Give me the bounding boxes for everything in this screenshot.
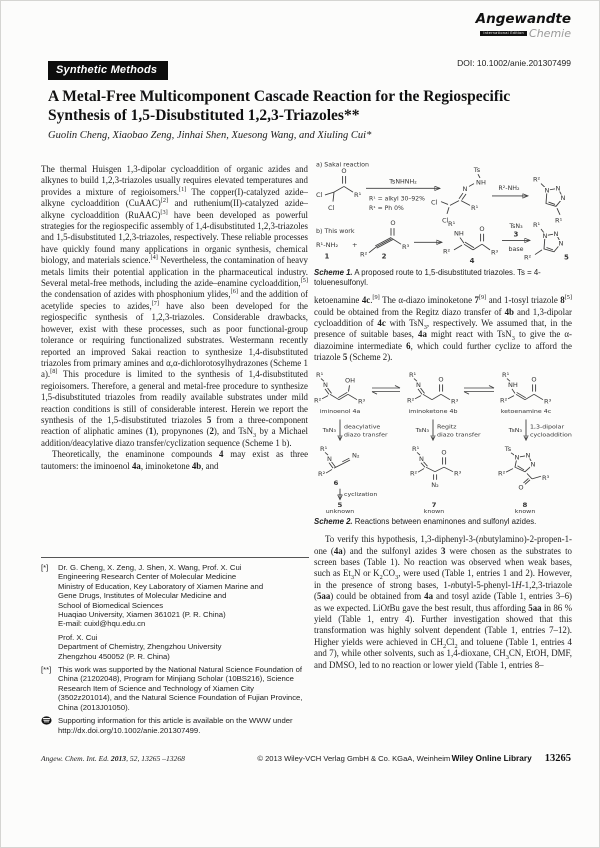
svg-text:R²: R² [533,175,541,184]
svg-text:cycloaddition: cycloaddition [530,431,572,439]
body-paragraph-2: Theoretically, the enaminone compounds 4 may exist as three tautomers: the iminoenol 4a, iminoketone 4b, and [41,449,308,471]
body-paragraph-3: ketoenamine 4c.[9] The α-diazo iminoketone 7[9] and 1-tosyl triazole 8[5] could be obtained from the Regitz diazo transfer of 4b and 1,3-dipolar cycloaddition of 4c with TsN$_3$, respectively. We assumed that, in the presence of suitable bases, 4a might react with TsN$_3$ to give the α-diazoimine intermediate 6, which could further cyclize to afford the triazole 5 (Scheme 2). [314,294,572,363]
footnote-supporting-info-text: Supporting information for this article is available on the WWW under http://dx.doi.org/10.1002/anie.201307499. [58,716,293,735]
svg-text:N: N [553,230,559,239]
footnote-affiliation-2-text: Prof. X. Cui Department of Chemistry, Zhengzhou University Zhengzhou 450052 (P. R. China) [58,632,222,661]
svg-text:TsN₃: TsN₃ [509,223,523,231]
footer-page-number: 13265 [544,753,571,764]
svg-text:O: O [531,376,537,384]
right-column [314,159,572,751]
svg-text:R²: R² [360,250,368,259]
svg-text:NH: NH [454,229,464,238]
svg-text:6: 6 [333,479,339,487]
svg-text:R¹: R¹ [316,372,324,379]
svg-text:R¹-NH₂: R¹-NH₂ [316,241,339,249]
svg-text:R¹: R¹ [448,220,456,229]
section-badge: Synthetic Methods [48,61,168,80]
svg-text:R²: R² [318,471,326,478]
logo-international-edition-text: International Edition [480,31,527,37]
svg-text:N: N [544,186,550,195]
svg-text:+: + [352,241,358,249]
svg-text:1: 1 [324,252,330,261]
svg-text:8: 8 [522,500,528,509]
svg-text:R²: R² [524,253,532,262]
svg-text:Cl: Cl [328,204,335,213]
svg-text:R¹: R¹ [320,445,328,453]
svg-text:O: O [518,484,524,492]
svg-text:N: N [525,452,531,460]
scheme-1-caption: Scheme 1. A proposed route to 1,5-disubstituted triazoles. Ts = 4-toluenesulfonyl. [314,268,541,287]
footnote-acknowledgement-text: This work was supported by the National Natural Science Foundation of China (21202048), Program for Minjiang Scholar (10BS216), Science Research Item of Science and Technology of Xiamen City (3502z201014), and the Natural Science Foundation of Fujian Province, China (2013J01050). [58,665,303,712]
footer-citation: Angew. Chem. Int. Ed. 2013, 52, 13265 –13268 [41,754,185,763]
article-title: A Metal-Free Multicomponent Cascade Reaction for the Regiospecific Synthesis of 1,5-Disubstituted 1,2,3-Triazoles** [48,88,511,124]
footnotes-block [41,557,309,739]
footnote-marker-starstar: [**] [41,665,52,675]
scheme-2-caption: Scheme 2. Reactions between enaminones and sulfonyl azides. [314,516,537,526]
scheme1-part-a-label: a) Sakai reaction [316,161,369,169]
svg-text:N: N [323,381,328,389]
svg-text:5: 5 [337,500,343,509]
logo-chemie-text: Chemie [529,26,571,40]
logo-angewandte-text: Angewandte [475,11,571,27]
journal-logo [476,13,571,39]
svg-text:7: 7 [431,500,437,509]
svg-text:unknown: unknown [325,507,355,514]
svg-text:5: 5 [564,253,569,262]
svg-text:R¹: R¹ [354,191,362,199]
footnote-supporting-info [41,716,309,735]
footnote-acknowledgement [41,665,309,712]
svg-text:R¹: R¹ [502,372,510,379]
footnote-affiliation-1 [41,563,309,629]
svg-text:Cl: Cl [316,191,323,199]
svg-text:N: N [560,194,566,203]
svg-text:R¹ = Ph 0%: R¹ = Ph 0% [369,205,404,213]
footnote-affiliation-1-text: Dr. G. Cheng, X. Zeng, J. Shen, X. Wang, Prof. X. Cui Engineering Research Center of Molecular Medicine Ministry of Education, Key Laboratory of Xiamen Marine and Gene Drugs, Institutes of Molecular Medicine and School of Biomedical Sciences Huaqiao University, Xiamen 361021 (P. R. China) E-mail: cuixl@hqu.edu.cn [58,563,264,629]
footnote-marker-star: [*] [41,563,49,572]
svg-text:Cl: Cl [442,216,449,225]
svg-text:N: N [530,461,536,469]
svg-text:3: 3 [513,230,519,239]
doi-text: DOI: 10.1002/anie.201307499 [457,58,571,68]
svg-text:R³: R³ [454,470,462,477]
article-authors: Guolin Cheng, Xiaobao Zeng, Jinhai Shen, Xuesong Wang, and Xiuling Cui* [48,130,372,141]
svg-text:R¹: R¹ [555,216,563,225]
left-column [41,164,308,556]
svg-text:N: N [416,381,421,389]
svg-text:O: O [341,167,347,176]
svg-text:R²: R² [410,470,418,477]
svg-text:diazo transfer: diazo transfer [344,431,388,439]
svg-text:N₂: N₂ [352,452,360,459]
svg-text:OH: OH [345,377,356,385]
svg-text:base: base [508,245,524,253]
svg-text:1,3-dipolar: 1,3-dipolar [530,423,565,431]
svg-text:Regitz: Regitz [437,423,457,431]
svg-text:O: O [438,376,444,384]
scheme-1-figure [314,159,572,265]
svg-text:known: known [423,507,445,514]
svg-text:R¹: R¹ [409,372,417,379]
svg-text:O: O [479,225,485,233]
svg-text:deacylative: deacylative [344,423,381,431]
svg-text:R³: R³ [491,248,499,257]
svg-text:O: O [390,219,396,228]
svg-text:NH: NH [476,178,486,187]
scheme2-name-4c: ketoenamine 4c [500,408,552,415]
svg-text:N: N [327,455,332,463]
page-footer [41,753,571,764]
scheme2-name-4b: iminoketone 4b [408,408,458,415]
svg-text:R²: R² [500,397,508,404]
svg-text:R¹: R¹ [471,204,479,213]
svg-text:2: 2 [381,252,387,261]
svg-text:TsN₃: TsN₃ [508,426,522,434]
scheme-2-figure [314,370,572,514]
svg-text:R²: R² [498,470,506,477]
svg-text:TsN₃: TsN₃ [322,426,336,434]
scheme2-name-4a: iminoenol 4a [319,408,361,415]
svg-text:N: N [542,232,548,240]
svg-text:R¹ = alkyl 30–92%: R¹ = alkyl 30–92% [369,195,425,203]
svg-text:R¹: R¹ [533,221,541,230]
svg-text:R³: R³ [544,398,552,405]
svg-text:R²: R² [407,397,415,404]
footnote-affiliation-2 [41,633,309,661]
svg-text:R³: R³ [358,398,366,405]
svg-text:Ts: Ts [473,166,481,175]
footer-copyright: © 2013 Wiley-VCH Verlag GmbH & Co. KGaA, Weinheim [257,754,451,763]
svg-text:4: 4 [469,257,475,265]
svg-text:Cl: Cl [431,198,438,207]
body-paragraph-1: The thermal Huisgen 1,3-dipolar cycloaddition of organic azides and alkynes to build 1,2,3-triazoles usually requires elevated temperatures and provides a mixture of regioisomers.[1] The copper(I)-catalyzed azide–alkyne cycloaddition (CuAAC)[2] and ruthenium(II)-catalyzed azide–alkyne cycloaddition (RuAAC)[3] have been developed as powerful strategies for the regiospecific assembly of 1,4-disubstituted 1,2,3-triazoles and 1,5-disubstituted 1,2,3-triazoles, respectively. These reliable processes have quickly found many applications in organic synthesis, chemical biology, and materials science.[4] Nevertheless, the contamination of heavy metals limits their potential application in the pharmaceutical industry. Several metal-free methods, including the azide–enamine cycloaddition,[5] the condensation of azides with phosphonium ylides,[6] and the addition of acetylide species to azides,[7] have also been developed for the regiospecific synthesis of 1,2,3-triazoles. Considerable drawbacks, however, exist with these processes, such as poor functional-group tolerance or requiring functionalized substrates. Westermann recently reported an improved Sakai reaction to synthesize 1,4-disubstituted triazoles from primary amines and α,α-dichlorotosylhydrazones (Scheme 1 a).[8] This procedure is limited to the synthesis of 1,4-disubstituted regioisomers. Therefore, a general and metal-free procedure to synthesize 1,5-disubstituted triazoles from readily available substrates under mild reaction conditions is still of considerable interest. Herein we report the synthesis of the 1,5-disubstituted triazoles 5 from a three-component reaction of aliphatic amines (1), propynones (2), and TsN$_3$ by a Michael addition/deacylative diazo transfer/cyclization sequence (Scheme 1 b). [41,164,308,448]
scheme1-part-b-label: b) This work [316,227,355,235]
svg-text:N₂: N₂ [431,481,439,489]
supporting-info-icon [41,716,52,725]
svg-text:R²-NH₂: R²-NH₂ [498,185,520,193]
body-paragraph-4: To verify this hypothesis, 1,3-diphenyl-3-(nbutylamino)-2-propen-1-one (4a) and the sulfonyl azides 3 were chosen as the substrates to screen bases (Table 1). No reaction was observed when weak bases, such as $Et_3N$ or $K_2CO_3$, were used (Table 1, entries 1 and 2). However, in the presence of strong bases, 1-nbutyl-5-phenyl-1H-1,2,3-triazole (5aa) could be obtained from 4a and tosyl azide (Table 1, entries 3–6) as we expected. LiOtBu gave the best result, thus affording 5aa in 86 % yield (Table 1, entry 4). Further investigation showed that this transformation was highly solvent dependent (Table 1, entries 7–12). Higher yields were achieved in $CH_2Cl_2$ and toluene (Table 1, entries 4 and 7), while other solvents, such as 1,4-dioxane, $CH_3CN$, EtOH, DMF, and DMSO, led to no reaction or lower yield (Table 1, entries 8– [314,534,572,670]
svg-text:N: N [514,454,520,462]
svg-text:R³: R³ [542,474,550,482]
svg-text:R³: R³ [451,398,459,405]
svg-text:N: N [419,455,424,463]
svg-text:O: O [441,449,447,457]
svg-text:TsN₃: TsN₃ [415,426,429,434]
svg-text:R²: R² [443,247,451,256]
svg-text:R²: R² [314,397,322,404]
svg-text:known: known [514,507,536,514]
svg-text:R³: R³ [402,243,410,251]
svg-text:N: N [462,185,468,194]
footnote-rule [41,557,309,558]
svg-text:R¹: R¹ [412,445,420,453]
svg-text:TsNHNH₂: TsNHNH₂ [389,178,417,186]
svg-text:diazo transfer: diazo transfer [437,431,481,439]
svg-text:N: N [555,184,561,193]
footer-brand: Wiley Online Library [451,753,532,763]
svg-text:N: N [558,239,564,248]
svg-text:NH: NH [508,381,518,389]
svg-text:Ts: Ts [504,445,512,453]
svg-text:cyclization: cyclization [344,490,378,498]
